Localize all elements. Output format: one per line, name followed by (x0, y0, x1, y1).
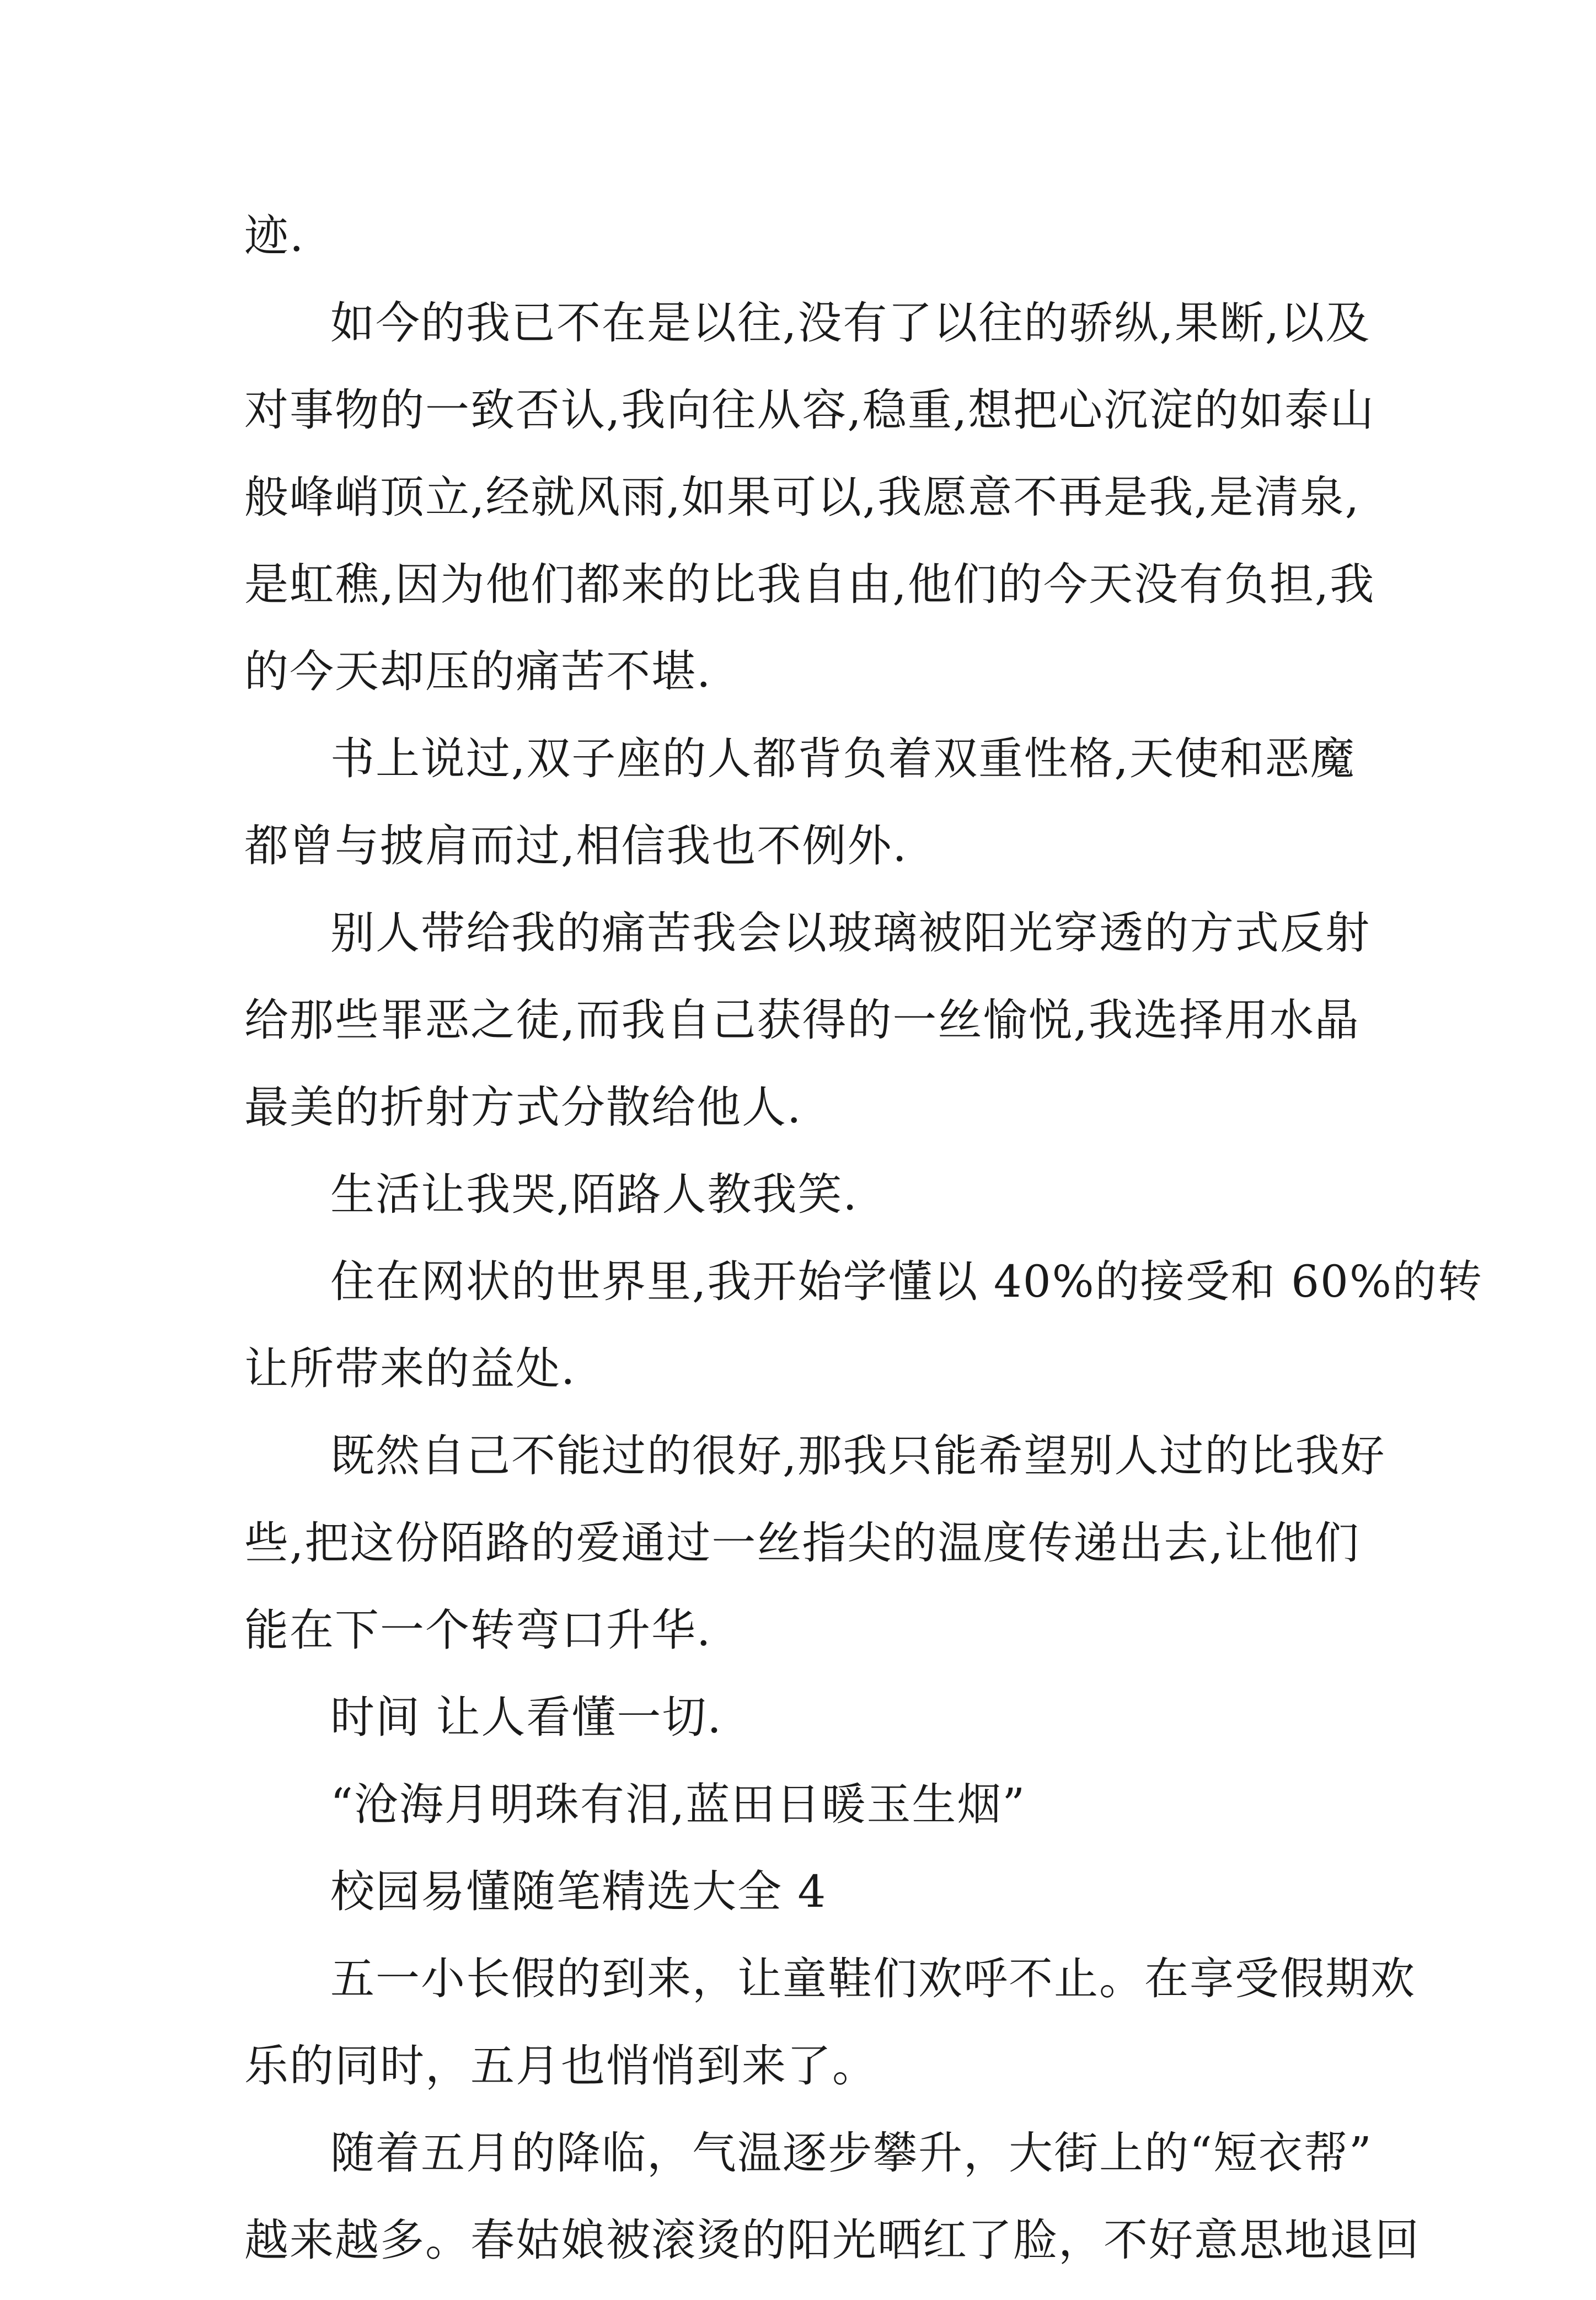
text-line: 让所带来的益处. (244, 1343, 576, 1394)
text-line: 迹. (244, 210, 305, 261)
text-line: 住在网状的世界里,我开始学懂以 40%的接受和 60%的转 (330, 1256, 1483, 1307)
text-line: 五一小长假的到来，让童鞋们欢呼不止。在享受假期欢 (330, 1953, 1416, 2004)
text-line: 别人带给我的痛苦我会以玻璃被阳光穿透的方式反射 (330, 907, 1370, 959)
paragraph (244, 1777, 1358, 1832)
paragraph (244, 906, 1370, 1135)
text-line: 给那些罪恶之徒,而我自己获得的一丝愉悦,我选择用水晶 (244, 994, 1360, 1046)
paragraph (244, 208, 1358, 264)
text-line: 生活让我哭,陌路人教我笑. (330, 1169, 858, 1220)
paragraph (244, 2126, 1420, 2268)
text-line: 越来越多。春姑娘被滚烫的阳光晒红了脸，不好意思地退回 (244, 2215, 1420, 2266)
paragraph (244, 1690, 1358, 1745)
text-line: 既然自己不能过的很好,那我只能希望别人过的比我好 (330, 1430, 1386, 1481)
paragraph (244, 1167, 1358, 1222)
paragraph (244, 1254, 1483, 1397)
paragraph (244, 731, 1358, 874)
text-line: 般峰峭顶立,经就风雨,如果可以,我愿意不再是我,是清泉, (244, 472, 1361, 523)
text-line: 乐的同时，五月也悄悄到来了。 (244, 2040, 877, 2092)
text-line: 随着五月的降临，气温逐步攀升，大街上的“短衣帮” (330, 2127, 1373, 2179)
text-line: 是虹穛,因为他们都来的比我自由,他们的今天没有负担,我 (244, 559, 1375, 610)
text-line: 最美的折射方式分散给他人. (244, 1082, 802, 1133)
text-line: 对事物的一致否认,我向往从容,稳重,想把心沉淀的如泰山 (244, 384, 1375, 436)
text-line: 时间 让人看懂一切. (330, 1692, 722, 1743)
text-line: “沧海月明珠有泪,蓝田日暖玉生烟” (330, 1779, 1026, 1830)
text-line: 些,把这份陌路的爱通过一丝指尖的温度传递出去,让他们 (244, 1517, 1360, 1569)
text-line: 都曾与披肩而过,相信我也不例外. (244, 820, 908, 871)
document-body (244, 208, 1483, 2300)
text-line: 的今天却压的痛苦不堪. (244, 646, 712, 697)
text-line: 书上说过,双子座的人都背负着双重性格,天使和恶魔 (330, 733, 1356, 784)
text-line: 如今的我已不在是以往,没有了以往的骄纵,果断,以及 (330, 297, 1371, 349)
text-line: 能在下一个转弯口升华. (244, 1604, 712, 1656)
text-line: 校园易懂随笔精选大全 4 (330, 1866, 827, 1917)
paragraph (244, 1429, 1386, 1658)
paragraph (244, 296, 1375, 699)
paragraph (244, 1864, 1358, 1919)
paragraph (244, 1951, 1416, 2094)
